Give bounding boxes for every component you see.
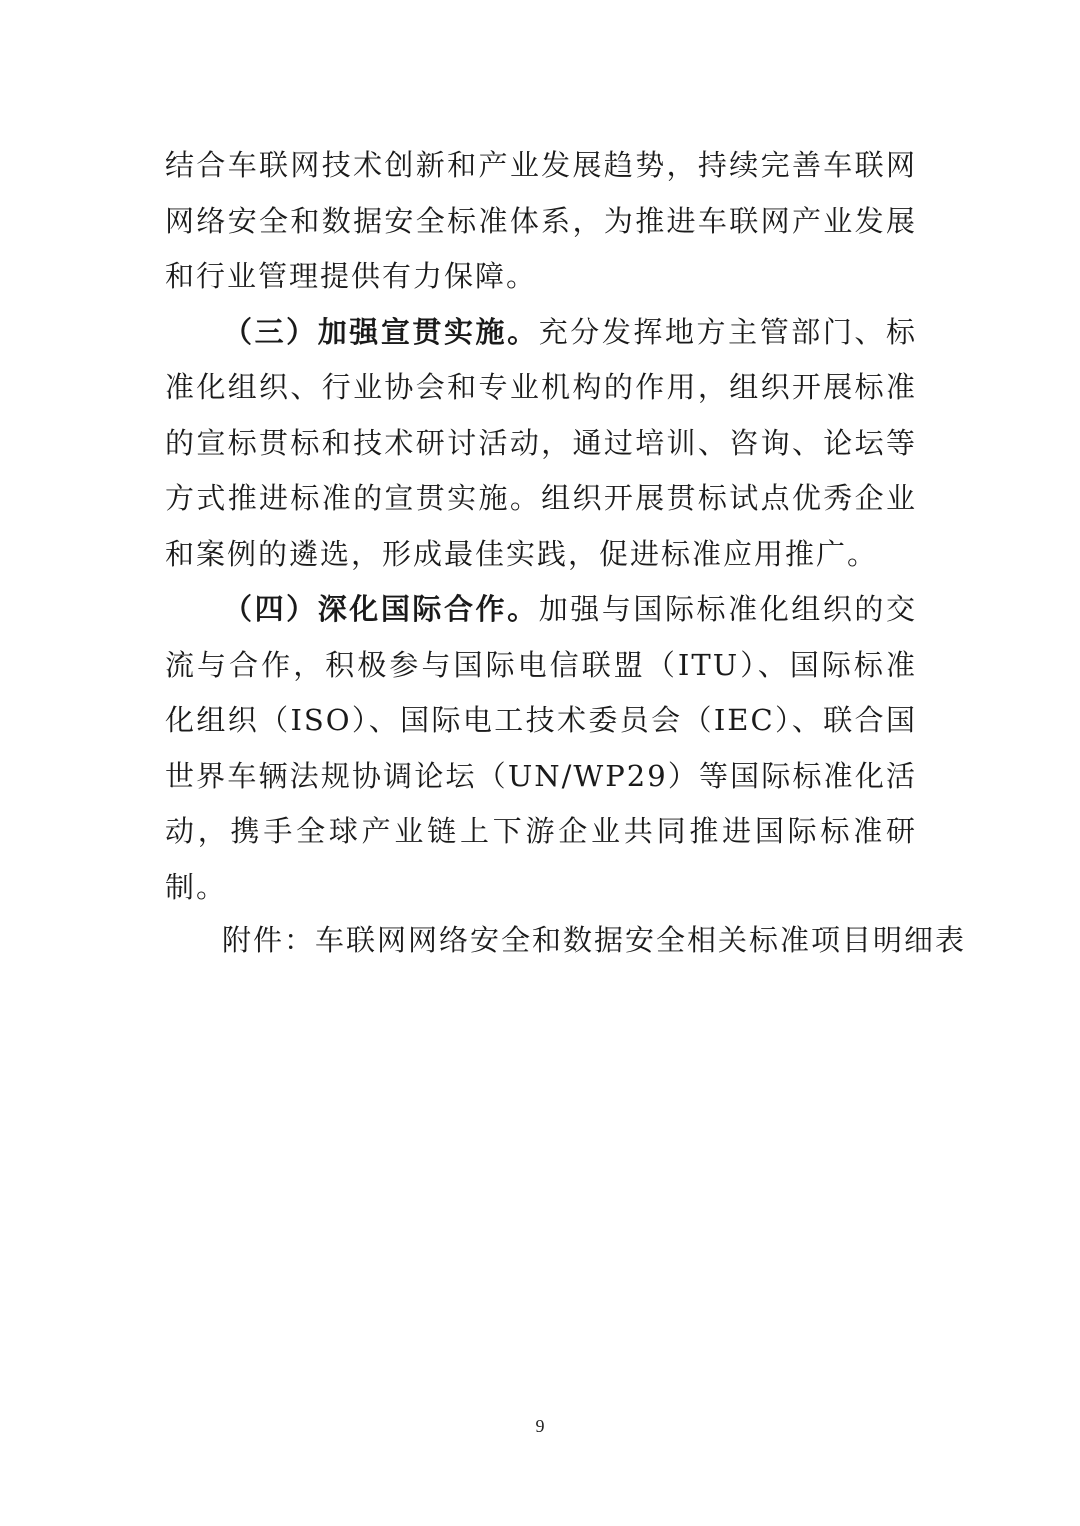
attachment-line: 附件：车联网网络安全和数据安全相关标准项目明细表 [222, 923, 967, 957]
document-body [165, 138, 917, 915]
section-heading: （四）深化国际合作。 [223, 592, 539, 626]
page-number: 9 [535, 1416, 545, 1436]
paragraph-continuation [165, 138, 917, 305]
section-heading: （三）加强宣贯实施。 [223, 314, 539, 349]
paragraph-text: 结合车联网技术创新和产业发展趋势，持续完善车联网网络安全和数据安全标准体系，为推进车联网产业发展和行业管理提供有力保障。 [165, 148, 917, 293]
paragraph-text: 充分发挥地方主管部门、标准化组织、行业协会和专业机构的作用，组织开展标准的宣标贯标和技术研讨活动，通过培训、咨询、论坛等方式推进标准的宣贯实施。组织开展贯标试点优秀企业和案例的遴选，形成最佳实践，促进标准应用推广。 [165, 314, 917, 571]
paragraph-text: 加强与国际标准化组织的交流与合作，积极参与国际电信联盟（ITU）、国际标准化组织（ISO）、国际电工技术委员会（IEC）、联合国世界车辆法规协调论坛（UN/WP29）等国际标准化活动，携手全球产业链上下游企业共同推进国际标准研制。 [165, 592, 917, 904]
paragraph-international-cooperation [165, 582, 917, 915]
paragraph-publicity-implementation [165, 305, 917, 583]
